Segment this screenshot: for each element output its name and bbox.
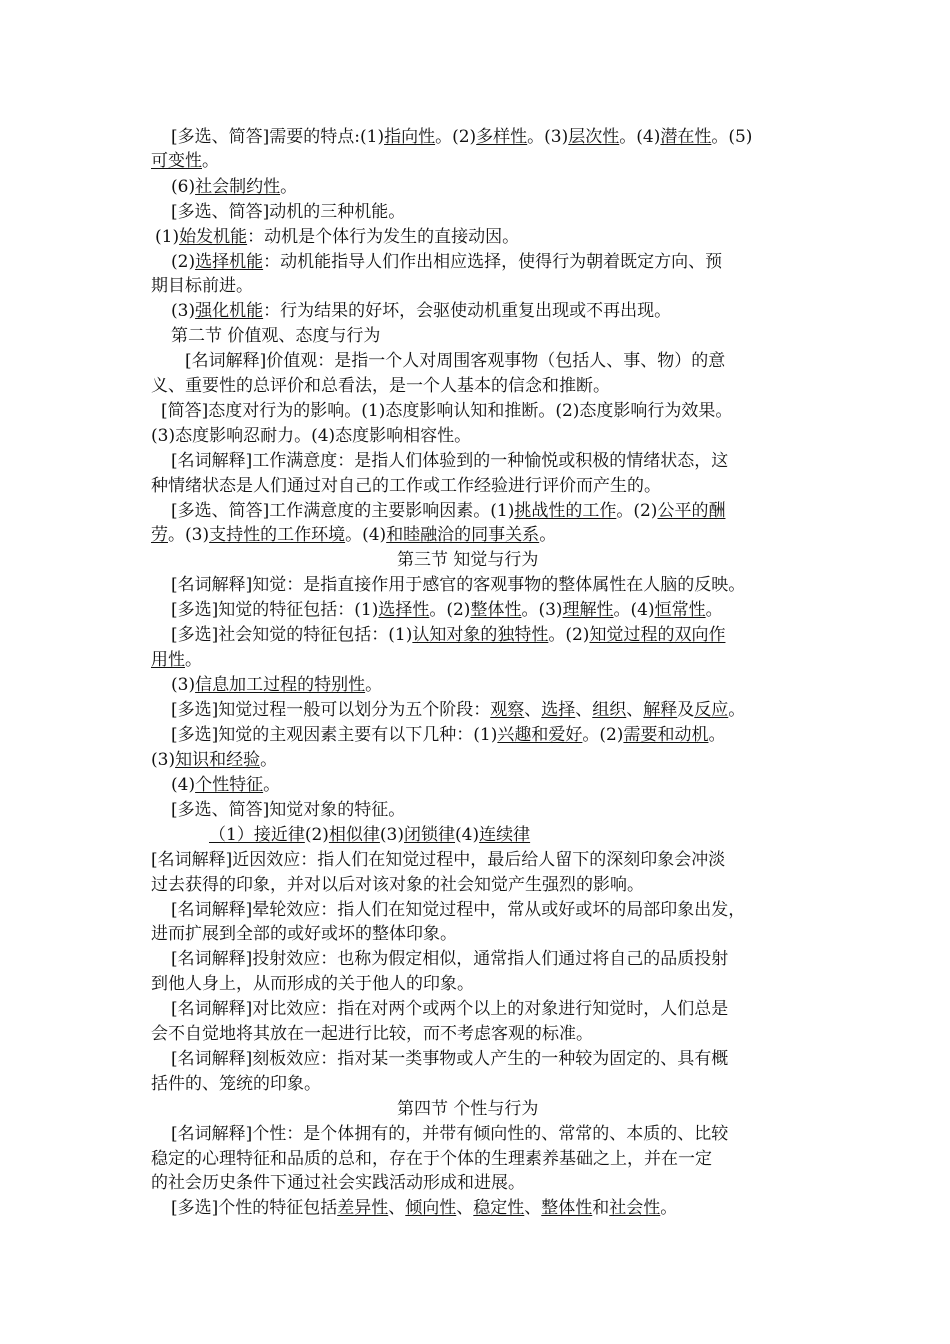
underlined-term: 连续律 bbox=[479, 825, 531, 845]
text-run: [名词解释]工作满意度：是指人们体验到的一种愉悦或积极的情绪状态，这 bbox=[171, 451, 729, 471]
underlined-term: 选择性 bbox=[378, 600, 430, 620]
underlined-term: 劳 bbox=[151, 525, 168, 545]
text-line bbox=[151, 973, 811, 995]
underlined-term: 用性 bbox=[151, 650, 185, 670]
underlined-term: （1）接近律 bbox=[209, 825, 305, 845]
text-line bbox=[151, 201, 831, 223]
text-line bbox=[151, 1123, 831, 1145]
text-run: 。 bbox=[660, 1198, 678, 1218]
text-line bbox=[151, 251, 831, 273]
underlined-term: 解释 bbox=[643, 700, 678, 720]
text-line bbox=[151, 1048, 831, 1070]
text-run: 。 bbox=[539, 525, 557, 545]
underlined-term: 认知对象的独特性 bbox=[412, 625, 549, 645]
text-line bbox=[151, 724, 831, 746]
text-line bbox=[151, 899, 831, 921]
underlined-term: 稳定性 bbox=[473, 1198, 525, 1218]
text-line bbox=[151, 275, 811, 297]
text-line bbox=[151, 874, 811, 896]
text-line bbox=[151, 998, 831, 1020]
text-run: 。(3) bbox=[527, 127, 569, 147]
text-line bbox=[151, 126, 831, 148]
text-run: (3) bbox=[151, 750, 176, 770]
underlined-term: 始发机能 bbox=[179, 227, 248, 247]
text-run: ：动机是个体行为发生的直接动因。 bbox=[247, 227, 520, 247]
text-run: (3) bbox=[171, 675, 196, 695]
text-run: [名词解释]投射效应：也称为假定相似，通常指人们通过将自己的品质投射 bbox=[171, 949, 729, 969]
text-run: 括件的、笼统的印象。 bbox=[151, 1074, 321, 1094]
text-run: 。 bbox=[263, 775, 281, 795]
text-run: 种情绪状态是人们通过对自己的工作或工作经验进行评价而产生的。 bbox=[151, 476, 661, 496]
text-run: 、 bbox=[626, 700, 644, 720]
text-line bbox=[151, 325, 831, 347]
text-run: 义、重要性的总评价和总看法，是一个人基本的信念和推断。 bbox=[151, 376, 610, 396]
text-line bbox=[151, 226, 815, 248]
text-run: [多选、简答]知觉对象的特征。 bbox=[171, 800, 406, 820]
text-run: [多选]知觉的主观因素主要有以下几种：(1) bbox=[171, 725, 498, 745]
text-run: 。 bbox=[202, 151, 219, 171]
text-line bbox=[151, 450, 831, 472]
text-run: 。(2) bbox=[548, 625, 590, 645]
text-run: (4) bbox=[171, 775, 196, 795]
underlined-term: 可变性 bbox=[151, 151, 202, 171]
underlined-term: 反应 bbox=[694, 700, 729, 720]
text-run: (3) bbox=[379, 825, 405, 845]
text-line bbox=[151, 674, 831, 696]
text-run: 期目标前进。 bbox=[151, 276, 253, 296]
text-line bbox=[151, 300, 831, 322]
text-run: 。(3) bbox=[521, 600, 563, 620]
underlined-term: 社会性 bbox=[609, 1198, 661, 1218]
text-line bbox=[151, 574, 831, 596]
underlined-term: 恒常性 bbox=[654, 600, 706, 620]
text-line bbox=[151, 400, 821, 422]
text-run: 。(4) bbox=[613, 600, 655, 620]
text-line bbox=[151, 1073, 811, 1095]
text-run: [简答]态度对行为的影响。(1)态度影响认知和推断。(2)态度影响行为效果。 bbox=[161, 401, 733, 421]
text-run: [名词解释]个性：是个体拥有的，并带有倾向性的、常常的、本质的、比较 bbox=[171, 1124, 729, 1144]
underlined-term: 支持性的工作环境 bbox=[209, 525, 346, 545]
text-run: 、 bbox=[575, 700, 593, 720]
text-run: 、 bbox=[524, 1198, 542, 1218]
text-run: 。(4) bbox=[619, 127, 661, 147]
text-run: ：行为结果的好坏，会驱使动机重复出现或不再出现。 bbox=[263, 301, 672, 321]
underlined-term: 和睦融洽的同事关系 bbox=[386, 525, 540, 545]
text-line bbox=[151, 624, 831, 646]
text-run: [多选、简答]工作满意度的主要影响因素。(1) bbox=[171, 501, 515, 521]
text-run: (4) bbox=[455, 825, 480, 845]
text-run: 。(3) bbox=[168, 525, 210, 545]
text-run: 。(2) bbox=[616, 501, 658, 521]
underlined-term: 倾向性 bbox=[405, 1198, 457, 1218]
underlined-term: 指向性 bbox=[384, 127, 436, 147]
text-line bbox=[151, 500, 831, 522]
underlined-term: 知识和经验 bbox=[175, 750, 261, 770]
text-run: 到他人身上，从而形成的关于他人的印象。 bbox=[151, 974, 474, 994]
text-run: (3) bbox=[171, 301, 196, 321]
underlined-term: 个性特征 bbox=[195, 775, 264, 795]
text-run: [多选]社会知觉的特征包括：(1) bbox=[171, 625, 413, 645]
underlined-term: 强化机能 bbox=[195, 301, 264, 321]
text-run: [名词解释]刻板效应：指对某一类事物或人产生的一种较为固定的、具有概 bbox=[171, 1049, 729, 1069]
text-run: (2) bbox=[304, 825, 329, 845]
text-line bbox=[151, 1197, 831, 1219]
text-run: (3)态度影响忍耐力。(4)态度影响相容性。 bbox=[151, 426, 472, 446]
text-run: 。(2) bbox=[435, 127, 477, 147]
text-run: 。 bbox=[705, 600, 723, 620]
underlined-term: 信息加工过程的特别性 bbox=[195, 675, 366, 695]
text-line bbox=[151, 649, 811, 671]
underlined-term: 整体性 bbox=[470, 600, 522, 620]
text-run: 。 bbox=[260, 750, 278, 770]
text-run: 。(2) bbox=[582, 725, 624, 745]
text-run: [多选]知觉的特征包括：(1) bbox=[171, 600, 379, 620]
text-run: 、 bbox=[456, 1198, 474, 1218]
text-line bbox=[151, 425, 811, 447]
text-run: 。 bbox=[280, 177, 298, 197]
text-line bbox=[151, 799, 831, 821]
underlined-term: 挑战性的工作 bbox=[514, 501, 617, 521]
text-run: 会不自觉地将其放在一起进行比较，而不考虑客观的标准。 bbox=[151, 1024, 593, 1044]
underlined-term: 整体性 bbox=[541, 1198, 593, 1218]
text-run: 和 bbox=[592, 1198, 610, 1218]
text-run: 过去获得的印象，并对以后对该对象的社会知觉产生强烈的影响。 bbox=[151, 875, 644, 895]
text-line bbox=[151, 350, 845, 372]
underlined-term: 闭锁律 bbox=[404, 825, 456, 845]
underlined-term: 相似律 bbox=[328, 825, 380, 845]
text-line bbox=[151, 948, 831, 970]
text-run: [名词解释]晕轮效应：指人们在知觉过程中，常从或好或坏的局部印象出发， bbox=[171, 900, 746, 920]
underlined-term: 公平的酬 bbox=[657, 501, 726, 521]
underlined-term: 组织 bbox=[592, 700, 627, 720]
underlined-term: 社会制约性 bbox=[195, 177, 281, 197]
text-line bbox=[151, 475, 811, 497]
text-run: 。 bbox=[185, 650, 202, 670]
text-run: 。(5) bbox=[711, 127, 753, 147]
text-run: 第二节 价值观、态度与行为 bbox=[171, 326, 381, 346]
text-line bbox=[151, 1148, 811, 1170]
text-run: ：动机能指导人们作出相应选择，使得行为朝着既定方向、预 bbox=[263, 252, 723, 272]
text-run: 进而扩展到全部的或好或坏的整体印象。 bbox=[151, 924, 457, 944]
text-line bbox=[151, 699, 831, 721]
text-run: [多选、简答]动机的三种机能。 bbox=[171, 202, 406, 222]
underlined-term: 需要和动机 bbox=[623, 725, 709, 745]
text-run: 稳定的心理特征和品质的总和，存在于个体的生理素养基础之上，并在一定 bbox=[151, 1149, 712, 1169]
text-line bbox=[151, 1023, 811, 1045]
text-run: (6) bbox=[171, 177, 196, 197]
underlined-term: 多样性 bbox=[476, 127, 528, 147]
underlined-term: 层次性 bbox=[568, 127, 620, 147]
text-line bbox=[151, 749, 811, 771]
text-line bbox=[151, 150, 811, 172]
underlined-term: 选择 bbox=[541, 700, 576, 720]
text-run: 。 bbox=[365, 675, 383, 695]
text-run: 。 bbox=[728, 700, 746, 720]
underlined-term: 观察 bbox=[490, 700, 525, 720]
underlined-term: 兴趣和爱好 bbox=[497, 725, 583, 745]
text-line bbox=[151, 549, 950, 571]
text-run: [名词解释]对比效应：指在对两个或两个以上的对象进行知觉时，人们总是 bbox=[171, 999, 729, 1019]
text-run: 。(2) bbox=[429, 600, 471, 620]
text-run: [多选]知觉过程一般可以划分为五个阶段： bbox=[171, 700, 491, 720]
text-run: [名词解释]知觉：是指直接作用于感官的客观事物的整体属性在人脑的反映。 bbox=[171, 575, 746, 595]
text-line bbox=[151, 524, 811, 546]
underlined-term: 选择机能 bbox=[195, 252, 264, 272]
text-run: 及 bbox=[677, 700, 695, 720]
text-run: 第三节 知觉与行为 bbox=[397, 550, 539, 570]
text-run: 、 bbox=[524, 700, 542, 720]
text-line bbox=[151, 1172, 811, 1194]
text-line bbox=[151, 176, 831, 198]
text-run: 。(4) bbox=[345, 525, 387, 545]
text-run: 。 bbox=[708, 725, 726, 745]
underlined-term: 理解性 bbox=[562, 600, 614, 620]
text-run: [多选]个性的特征包括 bbox=[171, 1198, 338, 1218]
text-line bbox=[151, 375, 811, 397]
text-run: [名词解释]近因效应：指人们在知觉过程中，最后给人留下的深刻印象会冲淡 bbox=[151, 850, 726, 870]
text-run: [名词解释]价值观：是指一个人对周围客观事物（包括人、事、物）的意 bbox=[185, 351, 726, 371]
text-run: 第四节 个性与行为 bbox=[397, 1099, 539, 1119]
text-run: 的社会历史条件下通过社会实践活动形成和进展。 bbox=[151, 1173, 525, 1193]
text-line bbox=[151, 824, 869, 846]
text-line bbox=[151, 599, 831, 621]
underlined-term: 差异性 bbox=[337, 1198, 389, 1218]
text-line bbox=[151, 849, 811, 871]
text-run: 、 bbox=[388, 1198, 406, 1218]
text-line bbox=[151, 1098, 950, 1120]
underlined-term: 潜在性 bbox=[660, 127, 712, 147]
text-run: (2) bbox=[171, 252, 196, 272]
text-line bbox=[151, 923, 811, 945]
text-run: [多选、简答]需要的特点:(1) bbox=[171, 127, 385, 147]
text-line bbox=[151, 774, 831, 796]
underlined-term: 知觉过程的双向作 bbox=[589, 625, 726, 645]
text-run: (1) bbox=[155, 227, 180, 247]
